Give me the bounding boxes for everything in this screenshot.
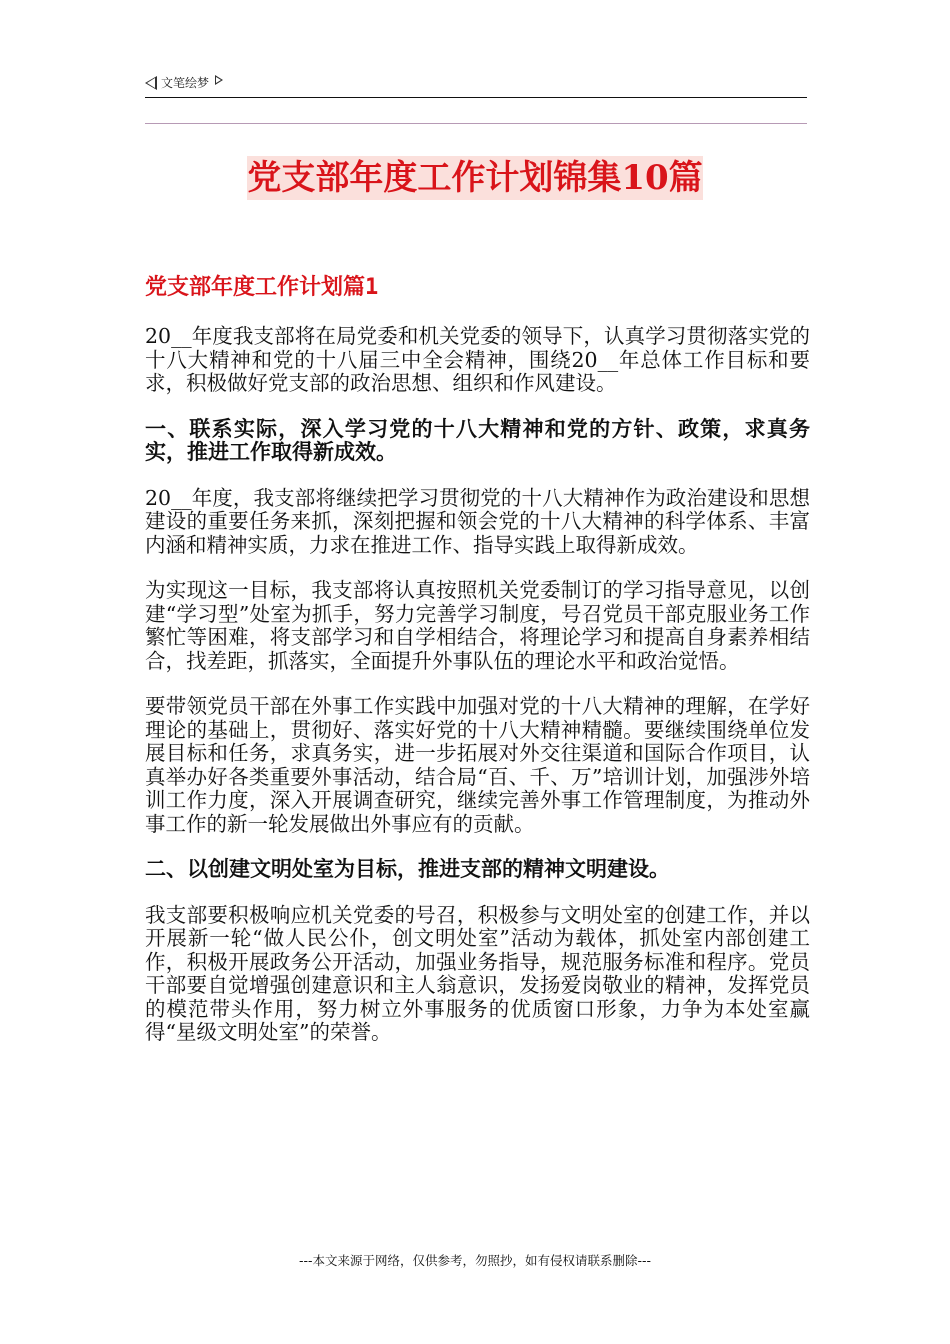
section-heading: 一、联系实际，深入学习党的十八大精神和党的方针、政策，求真务实，推进工作取得新成效。 bbox=[145, 416, 810, 464]
header-label: 文笔绘梦 bbox=[161, 76, 210, 90]
paragraph: 为实现这一目标，我支部将认真按照机关党委制订的学习指导意见，以创建“学习型”处室为抓手，努力完善学习制度，号召党员干部克服业务工作繁忙等困难，将支部学习和自学相结合，将理论学习和提高自身素养相结合，找差距，抓落实，全面提升外事队伍的理论水平和政治觉悟。 bbox=[145, 578, 810, 673]
header-rule-secondary bbox=[145, 123, 807, 124]
section-title: 党支部年度工作计划篇1 bbox=[145, 275, 379, 300]
page-footer: ---本文来源于网络，仅供参考，勿照抄，如有侵权请联系删除--- bbox=[298, 1253, 652, 1268]
document-title bbox=[0, 150, 950, 199]
paragraph: 要带领党员干部在外事工作实践中加强对党的十八大精神的理解，在学好理论的基础上，贯彻好、落实好党的十八大精神精髓。要继续围绕单位发展目标和任务，求真务实，进一步拓展对外交往渠道和国际合作项目，认真举办好各类重要外事活动，结合局“百、千、万”培训计划，加强涉外培训工作力度，深入开展调查研究，继续完善外事工作管理制度，为推动外事工作的新一轮发展做出外事应有的贡献。 bbox=[145, 694, 810, 836]
document-title-text: 党支部年度工作计划锦集10篇 bbox=[247, 158, 703, 198]
document-body bbox=[145, 325, 810, 1067]
paragraph: 20__年度，我支部将继续把学习贯彻党的十八大精神作为政治建设和思想建设的重要任务来抓，深刻把握和领会党的十八大精神的科学体系、丰富内涵和精神实质，力求在推进工作、指导实践上取得新成效。 bbox=[145, 485, 810, 557]
triangle-right-icon bbox=[215, 75, 223, 85]
page-header bbox=[145, 74, 223, 91]
header-rule bbox=[145, 97, 807, 98]
triangle-left-icon bbox=[145, 76, 157, 90]
paragraph: 20__年度我支部将在局党委和机关党委的领导下，认真学习贯彻落实党的十八大精神和党的十八届三中全会精神，围绕20__年总体工作目标和要求，积极做好党支部的政治思想、组织和作风建设。 bbox=[145, 324, 810, 395]
paragraph: 我支部要积极响应机关党委的号召，积极参与文明处室的创建工作，并以开展新一轮“做人民公仆，创文明处室”活动为载体，抓处室内部创建工作，积极开展政务公开活动，加强业务指导，规范服务标准和程序。党员干部要自觉增强创建意识和主人翁意识，发扬爱岗敬业的精神，发挥党员的模范带头作用，努力树立外事服务的优质窗口形象，力争为本处室赢得“星级文明处室”的荣誉。 bbox=[145, 902, 810, 1044]
section-heading: 二、以创建文明处室为目标，推进支部的精神文明建设。 bbox=[145, 857, 670, 881]
